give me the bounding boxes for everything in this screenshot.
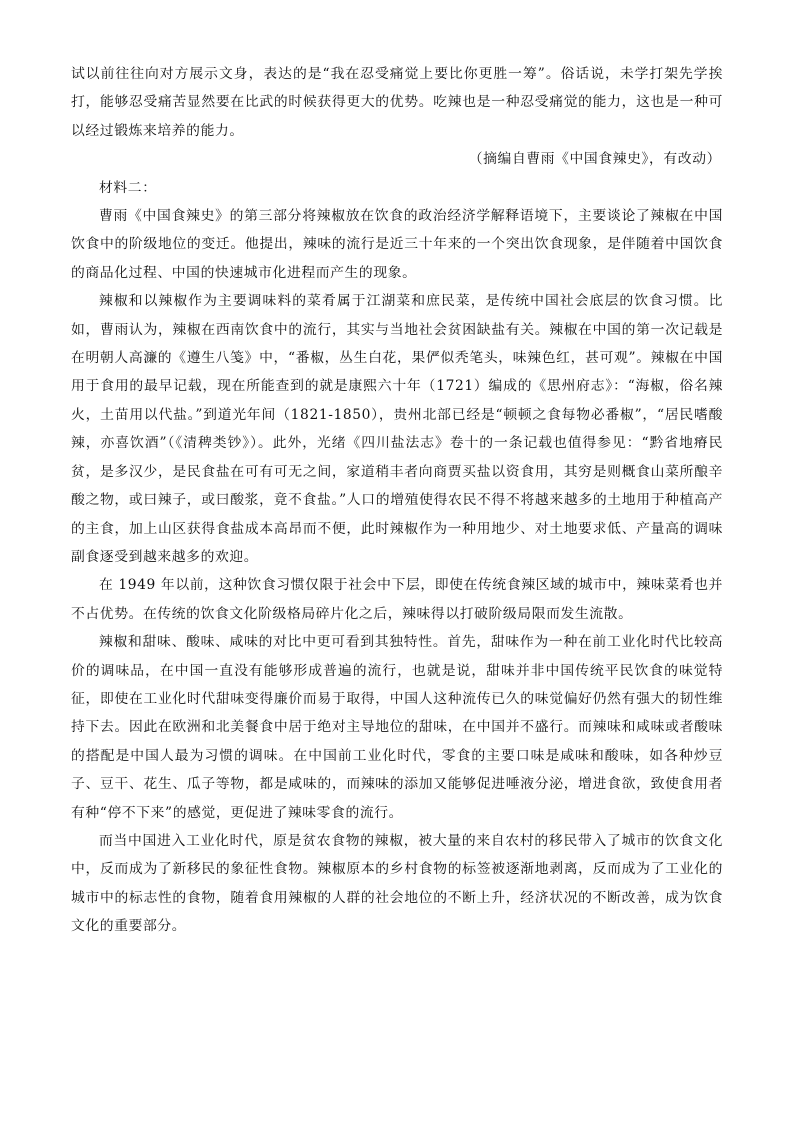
- paragraph-2: 辣椒和以辣椒作为主要调味料的菜肴属于江湖菜和庶民菜，是传统中国社会底层的饮食习惯。比如，曹雨认为，辣椒在西南饮食中的流行，其实与当地社会贫困缺盐有关。辣椒在中国的第一次记载是在明朝人高濂的《遵生八笺》中，“番椒，丛生白花，果俨似秃笔头，味辣色红，甚可观”。辣椒在中国用于食用的最早记载，现在所能查到的就是康熙六十年（1721）编成的《思州府志》：“海椒，俗名辣火，土苗用以代盐。”到道光年间（1821-1850），贵州北部已经是“顿顿之食每物必番椒”，“居民嗜酸辣，亦喜饮酒”（《清稗类钞》）。此外，光绪《四川盐法志》卷十的一条记载也值得参见：“黔省地瘠民贫，是多汉少，是民食盐在可有可无之间，家道稍丰者向商贾买盐以资食用，其穷是则概食山菜所酿辛酸之物，或曰辣子，或曰酸浆，竟不食盐。”人口的增殖使得农民不得不将越来越多的土地用于种植高产的主食，加上山区获得食盐成本高昂而不便，此时辣椒作为一种用地少、对土地要求低、产量高的调味副食逐受到越来越多的欢迎。: [71, 293, 723, 565]
- paragraph-continuation: 试以前往往向对方展示文身，表达的是“我在忍受痛觉上要比你更胜一筹”。俗话说，未学打架先学挨打，能够忍受痛苦显然要在比武的时候获得更大的优势。吃辣也是一种忍受痛觉的能力，这也是一种可以经过锻炼来培养的能力。: [71, 66, 723, 139]
- material-label: 材料二：: [99, 179, 157, 196]
- paragraph-4: 辣椒和甜味、酸味、咸味的对比中更可看到其独特性。首先，甜味作为一种在前工业化时代比较高价的调味品，在中国一直没有能够形成普遍的流行，也就是说，甜味并非中国传统平民饮食的味觉特征，即使在工业化时代甜味变得廉价而易于取得，中国人这种流传已久的味觉偏好仍然有强大的韧性维持下去。因此在欧洲和北美餐食中居于绝对主导地位的甜味，在中国并不盛行。而辣味和咸味或者酸味的搭配是中国人最为习惯的调味。在中国前工业化时代，零食的主要口味是咸味和酸味，如各种炒豆子、豆干、花生、瓜子等物，都是咸味的，而辣味的添加又能够促进唾液分泌，增进食欲，致使食用者有种“停不下来”的感觉，更促进了辣味零食的流行。: [71, 634, 723, 821]
- paragraph-5: 而当中国进入工业化时代，原是贫农食物的辣椒，被大量的来自农村的移民带入了城市的饮食文化中，反而成为了新移民的象征性食物。辣椒原本的乡村食物的标签被逐渐地剥离，反而成为了工业化的城市中的标志性的食物，随着食用辣椒的人群的社会地位的不断上升，经济状况的不断改善，成为饮食文化的重要部分。: [71, 832, 723, 935]
- source-citation: （摘编自曹雨《中国食辣史》，有改动）: [468, 151, 721, 168]
- paragraph-1: 曹雨《中国食辣史》的第三部分将辣椒放在饮食的政治经济学解释语境下，主要谈论了辣椒在中国饮食中的阶级地位的变迁。他提出，辣味的流行是近三十年来的一个突出饮食现象，是伴随着中国饮食的商品化过程、中国的快速城市化进程而产生的现象。: [71, 208, 723, 281]
- paragraph-3: 在 1949 年以前，这种饮食习惯仅限于社会中下层，即使在传统食辣区域的城市中，辣味菜肴也并不占优势。在传统的饮食文化阶级格局碎片化之后，辣味得以打破阶级局限而发生流散。: [71, 577, 723, 622]
